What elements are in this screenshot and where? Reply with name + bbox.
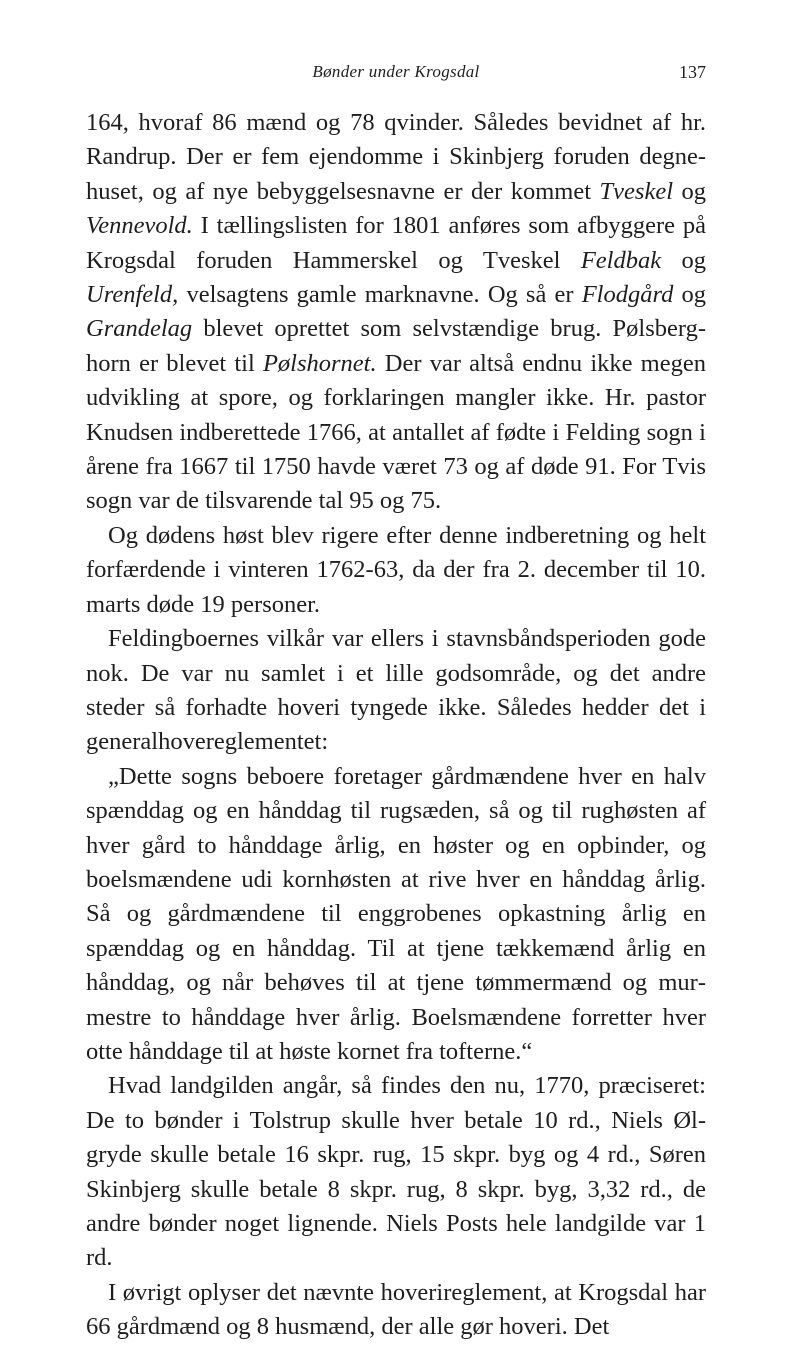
italic-term: Vennevold.: [86, 212, 193, 240]
paragraph: [86, 106, 706, 519]
page-header: [86, 62, 706, 86]
text-run: 164, hvoraf 86 mænd og 78 qvinder. Således bevidnet af hr. Randrup. Der er fem ejendomme i Skinbjerg foruden degnehuset, og af nye bebyggelsesnavne er der kommet: [86, 109, 706, 205]
text-run: og: [673, 177, 707, 205]
italic-term: Pølshornet.: [262, 349, 377, 377]
text-run: I øvrigt oplyser det nævnte hoverireglement, at Krogsdal har 66 gårdmænd og 8 husmænd, der alle gør hoveri. Det: [86, 1278, 706, 1341]
text-run: Hvad landgilden angår, så findes den nu, 1770, præciseret: De to bønder i Tolstrup skulle hver betale 10 rd., Niels Ølgryde skulle betale 16 skpr. rug, 15 skpr. byg og 4 rd., Søren Skinbjerg skulle betale 8 skpr. rug, 8 skpr. byg, 3,32 rd., de andre bønder noget lignende. Niels Posts hele landgilde var 1 rd.: [86, 1072, 706, 1272]
text-run: velsagtens gamle marknavne. Og så er: [178, 281, 582, 309]
paragraph: [86, 519, 706, 622]
page-number: 137: [679, 62, 706, 82]
quotation-paragraph: [86, 760, 706, 1070]
text-run: Der var altså endnu ikke megen udvikling at spore, og forklaringen mangler ikke. Hr. pastor Knudsen indberettede 1766, at antallet af fødte i Felding sogn i årene fra 1667 til 1750 havde været 73 og af døde 91. For Tvis sogn var de tilsvarende tal 95 og 75.: [86, 349, 706, 515]
text-run: blevet oprettet som selvstændige brug. Pølsberghorn er blevet til: [86, 315, 706, 377]
paragraph: [86, 622, 706, 760]
paragraph: [86, 1069, 706, 1275]
italic-term: Urenfeld,: [86, 281, 179, 309]
italic-term: Feldbak: [580, 246, 662, 274]
paragraph: [86, 1276, 706, 1345]
text-run: Og dødens høst blev rigere efter denne indberetning og helt forfærdende i vinteren 1762-63, da der fra 2. december til 10. marts døde 19 personer.: [86, 521, 706, 618]
text-run: „Dette sogns beboere foretager gårdmændene hver en halv spænddag og en hånddag til rugsæden, så og til rughøsten af hver gård to hånddage årlig, en høster og en opbinder, og boelsmændene udi kornhøsten at rive hver en hånddag årlig. Så og gårdmændene til enggrobenes opkastning årlig en spænddag og en hånddag. Til at tjene tækkemænd årlig en hånddag, og når behøves til at tjene tømmermænd og murmestre to hånddage hver årlig. Boelsmændene forretter hver otte hånddage til at høste kornet fra tofterne.“: [86, 762, 706, 1065]
body-text: [86, 106, 706, 1345]
italic-term: Flodgård: [581, 281, 674, 309]
text-run: I tællingslisten for 1801 anføres som afbyggere på Krogsdal foruden Hammerskel og Tveskel: [86, 212, 706, 274]
italic-term: Tveskel: [599, 177, 674, 205]
italic-term: Grandelag: [86, 315, 193, 343]
text-run: og: [673, 281, 706, 309]
text-run: og: [661, 246, 706, 274]
running-title: Bønder under Krogsdal: [312, 62, 480, 81]
text-run: Feldingboernes vilkår var ellers i stavnsbåndsperioden gode nok. De var nu samlet i et lille godsområde, og det andre steder så forhadte hoveri tyngede ikke. Således hedder det i generalhovereglementet:: [86, 625, 706, 756]
